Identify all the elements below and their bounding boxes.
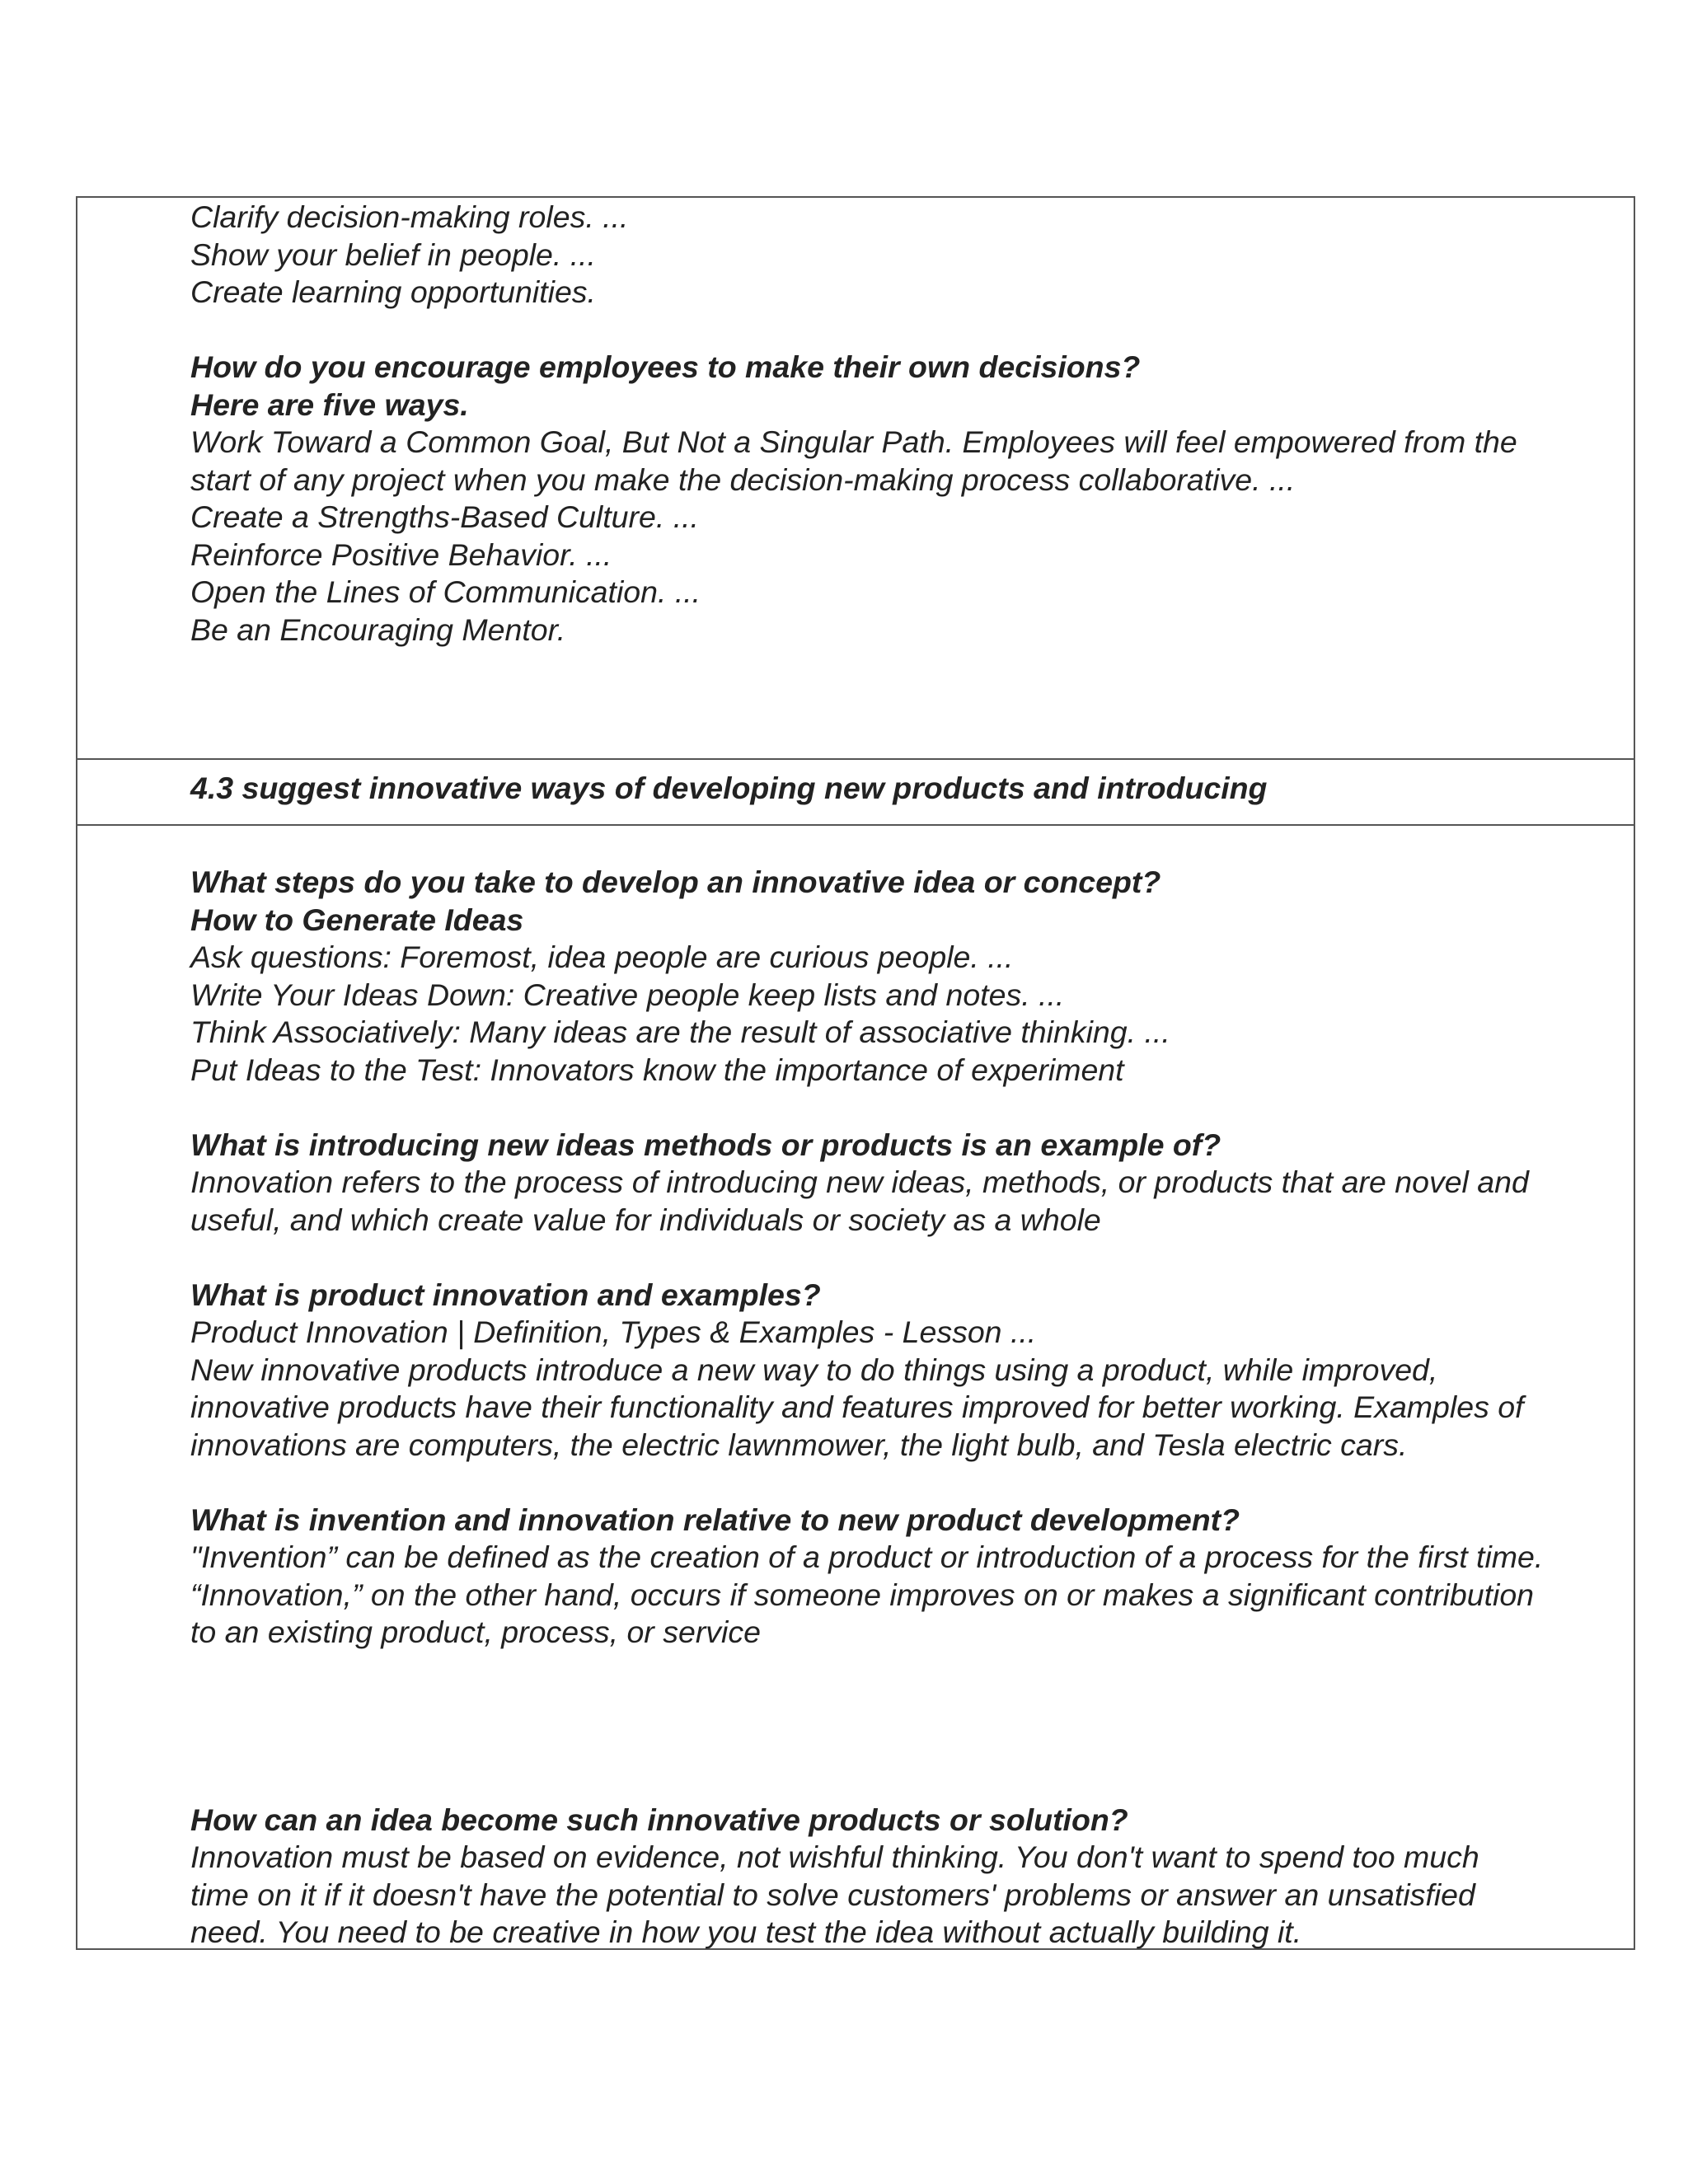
paragraph-line: to an existing product, process, or service xyxy=(190,1615,761,1649)
list-item: Be an Encouraging Mentor. xyxy=(190,612,566,647)
paragraph-line: Innovation must be based on evidence, not wishful thinking. You don't want to spend too much xyxy=(190,1840,1479,1874)
list-item: Create learning opportunities. xyxy=(190,274,596,309)
paragraph-line: innovative products have their functionality and features improved for better working. Examples of xyxy=(190,1390,1524,1424)
table-row xyxy=(77,758,1634,824)
subheading: Here are five ways. xyxy=(190,387,469,422)
spacer xyxy=(190,312,1617,349)
table-row xyxy=(77,824,1634,1948)
table-row xyxy=(77,198,1634,758)
paragraph-line: Work Toward a Common Goal, But Not a Singular Path. Employees will feel empowered from the xyxy=(190,424,1517,459)
list-item: Show your belief in people. ... xyxy=(190,237,596,272)
list-item: Ask questions: Foremost, idea people are curious people. ... xyxy=(190,940,1014,974)
list-item: Write Your Ideas Down: Creative people keep lists and notes. ... xyxy=(190,977,1065,1012)
list-item: Put Ideas to the Test: Innovators know the importance of experiment xyxy=(190,1052,1124,1087)
question-heading: What is invention and innovation relative to new product development? xyxy=(190,1502,1240,1537)
subheading: How to Generate Ideas xyxy=(190,902,524,937)
paragraph-line: "Invention” can be defined as the creation of a product or introduction of a process for the first time. xyxy=(190,1540,1544,1574)
spacer xyxy=(190,1239,1617,1277)
paragraph-line: New innovative products introduce a new way to do things using a product, while improved, xyxy=(190,1352,1438,1387)
paragraph-line: start of any project when you make the decision-making process collaborative. ... xyxy=(190,462,1296,497)
question-heading: How do you encourage employees to make their own decisions? xyxy=(190,349,1141,384)
section-heading: 4.3 suggest innovative ways of developing new products and introducing xyxy=(190,771,1268,805)
question-heading: What is product innovation and examples? xyxy=(190,1277,821,1312)
document-table xyxy=(76,196,1635,1950)
list-item: Clarify decision-making roles. ... xyxy=(190,199,629,234)
paragraph-line: time on it if it doesn't have the potential to solve customers' problems or answer an unsatisfied xyxy=(190,1877,1475,1912)
paragraph-line: Innovation refers to the process of introducing new ideas, methods, or products that are novel and xyxy=(190,1165,1529,1199)
spacer xyxy=(190,1652,1617,1802)
list-item: Open the Lines of Communication. ... xyxy=(190,574,701,609)
paragraph-line: “Innovation,” on the other hand, occurs if someone improves on or makes a significant contribution xyxy=(190,1577,1535,1612)
list-item: Create a Strengths-Based Culture. ... xyxy=(190,499,699,534)
paragraph-line: need. You need to be creative in how you test the idea without actually building it. xyxy=(190,1915,1302,1949)
paragraph-line: Product Innovation | Definition, Types & Examples - Lesson ... xyxy=(190,1315,1037,1349)
paragraph-line: innovations are computers, the electric lawnmower, the light bulb, and Tesla electric cars. xyxy=(190,1427,1408,1462)
spacer xyxy=(190,1089,1617,1127)
paragraph-line: useful, and which create value for individuals or society as a whole xyxy=(190,1202,1101,1237)
spacer xyxy=(190,1464,1617,1502)
list-item: Think Associatively: Many ideas are the result of associative thinking. ... xyxy=(190,1015,1170,1049)
question-heading: What is introducing new ideas methods or products is an example of? xyxy=(190,1127,1221,1162)
question-heading: What steps do you take to develop an innovative idea or concept? xyxy=(190,865,1161,899)
list-item: Reinforce Positive Behavior. ... xyxy=(190,537,612,572)
question-heading: How can an idea become such innovative products or solution? xyxy=(190,1802,1128,1837)
